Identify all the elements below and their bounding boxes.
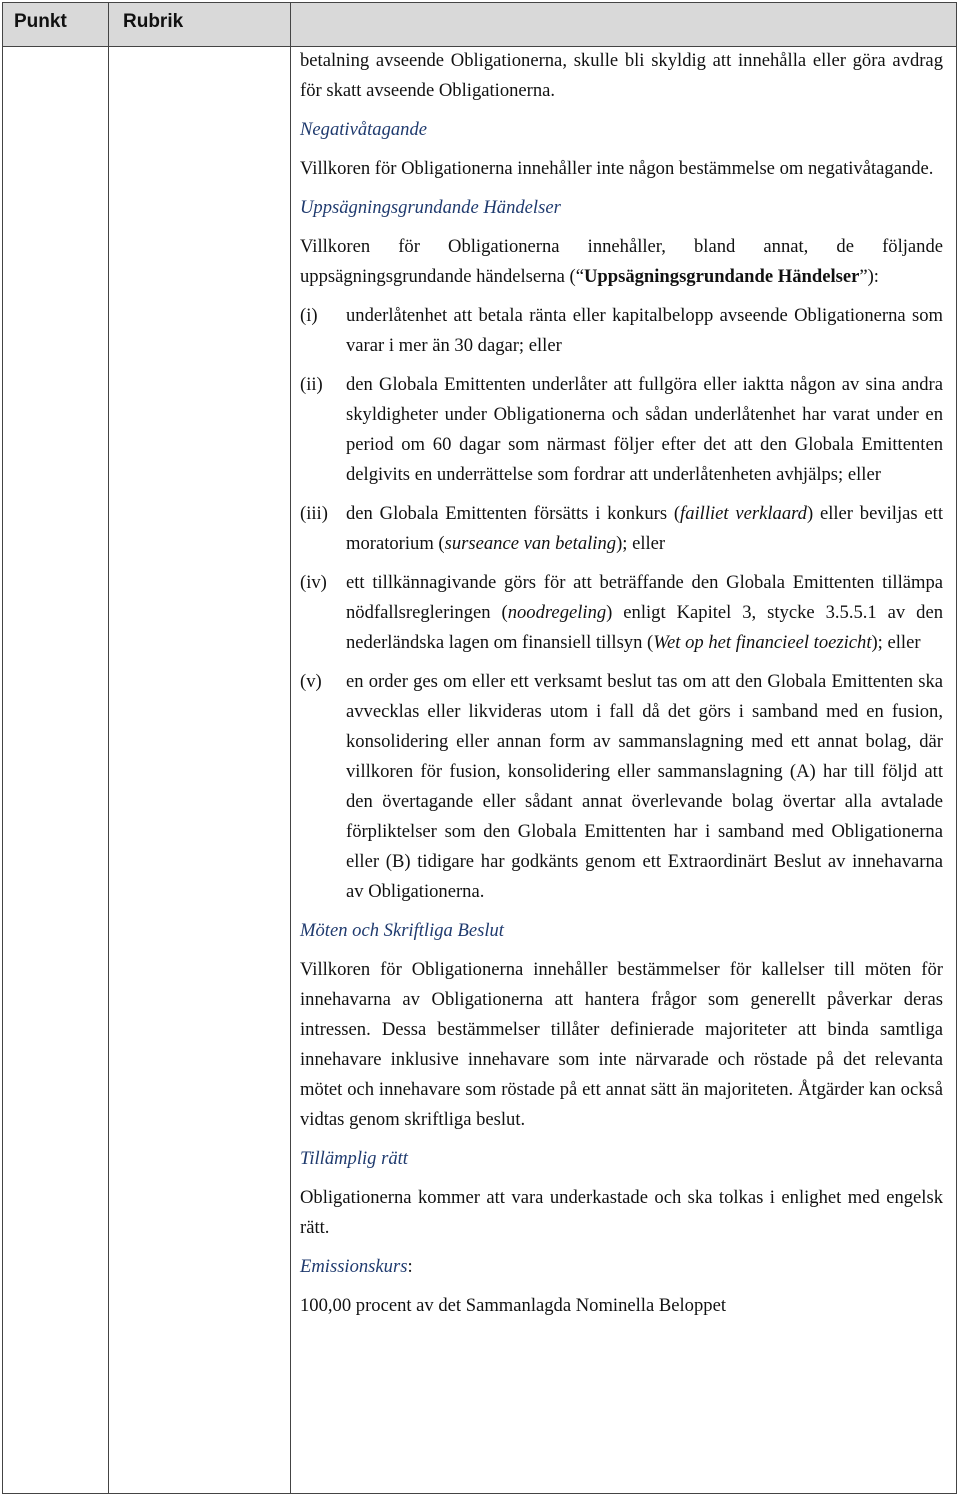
paragraph-negative-pledge: Villkoren för Obligationerna innehåller inte någon bestämmelse om negativåtagande. [300,158,934,179]
events-defined-term: Uppsägningsgrundande Händelser [583,266,860,287]
list-text-italic: noodregeling [507,602,607,623]
list-number: (v) [300,671,322,692]
list-number: (iv) [300,572,327,593]
list-number: (iii) [300,503,328,524]
list-text [346,568,943,658]
paragraph-issue-price: 100,00 procent av det Sammanlagda Nominella Beloppet [300,1295,726,1316]
list-text [346,499,943,559]
list-text-part: ); eller [616,533,666,554]
list-item-v [300,667,943,907]
list-text-part: ett tillkännagivande görs för att beträffande den Globala Emittenten tillämpa nödfallsregleringen ( [346,572,943,623]
list-text-part: ) enligt Kapitel 3, stycke 3.5.5.1 av den nederländska lagen om finansiell tillsyn ( [346,602,944,653]
heading-issue-price [300,1252,943,1282]
content-cell [300,46,943,1321]
table-header [3,3,956,47]
list-text: underlåtenhet att betala ränta eller kapitalbelopp avseende Obligationerna som varar i mer än 30 dagar; eller [346,305,943,356]
list-text: en order ges om eller ett verksamt beslut tas om att den Globala Emittenten ska avvecklas eller likvideras utom i fall då det görs i samband med en fusion, konsolidering eller annan form av sammanslagning med ett annat bolag, där villkoren för fusion, konsolidering eller sammanslagning (A) har till följd att den övertagande eller sådant annat överlevande bolag övertar alla avtalade förpliktelser som den Globala Emittenten har i samband med Obligationerna eller (B) tidigare har godkänts genom ett Extraordinärt Beslut av innehavarna av Obligationerna. [346,671,943,902]
list-text: den Globala Emittenten underlåter att fullgöra eller iaktta någon av sina andra skyldigheter under Obligationerna och sådan underlåtenhet har varat under en period om 60 dagar som närmast följer efter det att den Globala Emittenten delgivits en underrättelse som fordrar att underlåtenheten avhjälps; eller [346,374,943,485]
paragraph-governing-law: Obligationerna kommer att vara underkastade och ska tolkas i enlighet med engelsk rätt. [300,1187,943,1238]
list-item-ii [300,370,943,490]
issue-price-label: Emissionskurs [300,1256,408,1277]
list-text-italic: failliet verklaard [680,503,807,524]
events-intro-end: ”): [859,266,879,287]
list-text-part: den Globala Emittenten försätts i konkurs ( [346,503,681,524]
column-divider-2 [290,3,291,1493]
heading-negative-pledge: Negativåtagande [300,119,428,140]
paragraph-events-of-default [300,232,943,292]
list-text-italic: Wet op het financieel toezicht [653,632,872,653]
events-intro-text: Villkoren för Obligationerna innehåller, bland annat, de följande uppsägningsgrundande händelserna (“ [300,236,943,287]
list-item-i [300,301,943,361]
paragraph-tax: betalning avseende Obligationerna, skulle bli skyldig att innehålla eller göra avdrag för skatt avseende Obligationerna. [300,50,943,101]
list-text-part: ); eller [871,632,921,653]
heading-events-of-default: Uppsägningsgrundande Händelser [300,197,561,218]
header-punkt: Punkt [14,11,67,32]
header-rubrik: Rubrik [123,11,184,32]
issue-price-colon: : [407,1256,413,1277]
list-number: (i) [300,305,318,326]
list-text-part: ) eller beviljas ett moratorium ( [346,503,943,554]
list-text-italic: surseance van betaling [444,533,617,554]
list-item-iii [300,499,943,559]
paragraph-meetings: Villkoren för Obligationerna innehåller bestämmelser för kallelser till möten för innehavarna av Obligationerna att hantera frågor som generellt påverkar deras intressen. Dessa bestämmelser tillåter definierade majoriteter att binda samtliga innehavare inklusive innehavare som inte närvarade och röstade på det relevanta mötet och innehavare som röstade på ett annat sätt än majoriteten. Åtgärder kan också vidtas genom skriftliga beslut. [300,959,943,1130]
heading-governing-law: Tillämplig rätt [300,1148,408,1169]
heading-meetings: Möten och Skriftliga Beslut [300,920,504,941]
column-divider-1 [108,3,109,1493]
list-number: (ii) [300,374,323,395]
list-item-iv [300,568,943,658]
